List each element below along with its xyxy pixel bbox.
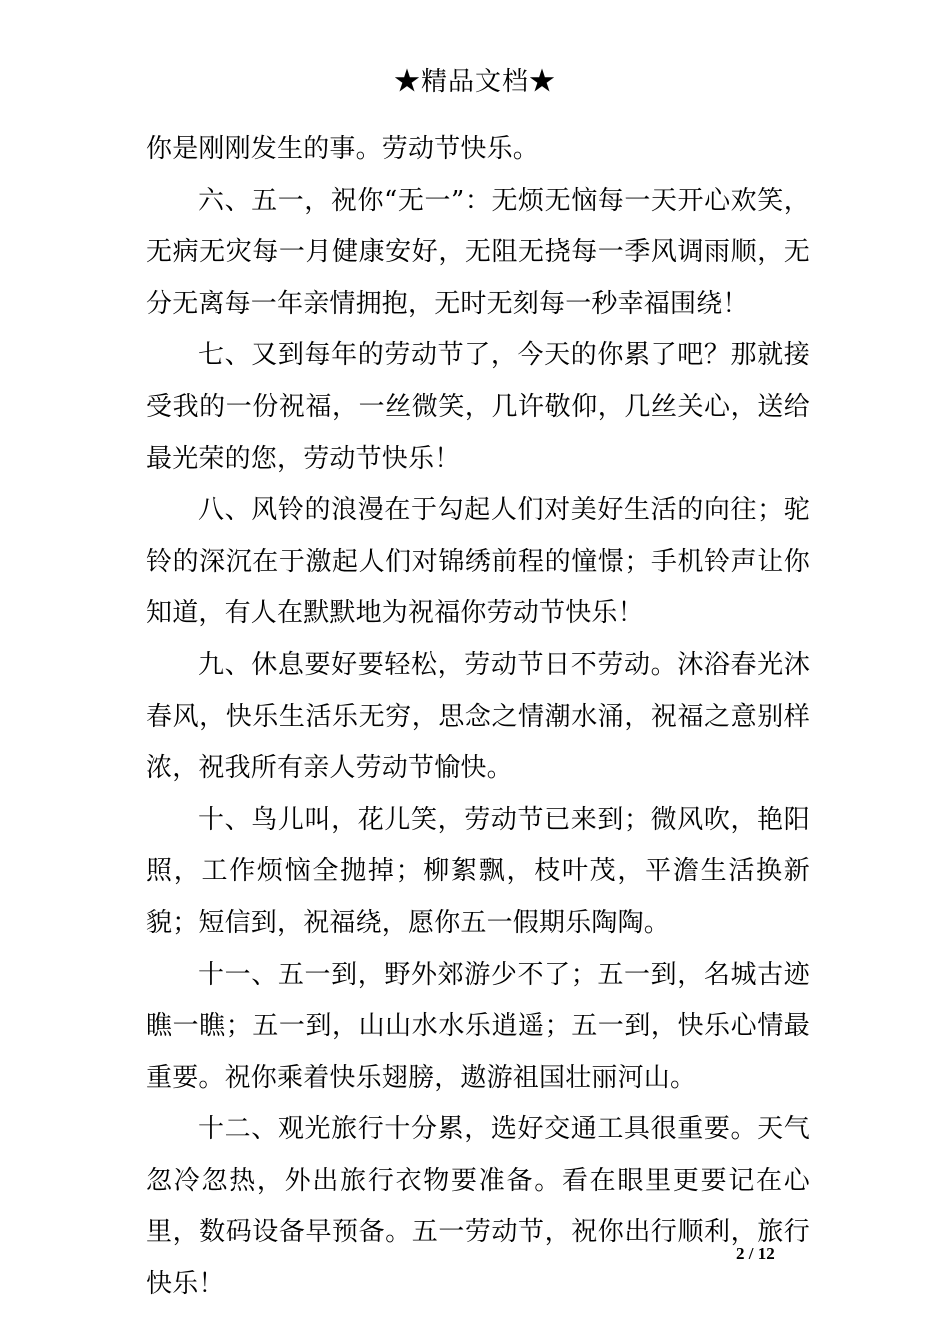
paragraph-12: 十二、观光旅行十分累，选好交通工具很重要。天气忽冷忽热，外出旅行衣物要准备。看在眼里更要记在心里，数码设备早预备。五一劳动节，祝你出行顺利，旅行快乐！ [146,1114,810,1300]
page-number: 2 / 12 [736,1244,775,1263]
document-body [146,124,810,1311]
paragraph-6: 六、五一，祝你“无一”：无烦无恼每一天开心欢笑，无病无灾每一月健康安好，无阻无挠每一季风调雨顺，无分无离每一年亲情拥抱，无时无刻每一秒幸福围绕！ [146,185,810,319]
paragraph-10: 十、鸟儿叫，花儿笑，劳动节已来到；微风吹，艳阳照，工作烦恼全抛掉；柳絮飘，枝叶茂，平澹生活换新貌；短信到，祝福绕，愿你五一假期乐陶陶。 [146,804,810,938]
paragraph-8: 八、风铃的浪漫在于勾起人们对美好生活的向往；驼铃的深沉在于激起人们对锦绣前程的憧憬；手机铃声让你知道，有人在默默地为祝福你劳动节快乐！ [146,495,810,629]
paragraph-9: 九、休息要好要轻松，劳动节日不劳动。沐浴春光沐春风，快乐生活乐无穷，思念之情潮水涌，祝福之意别样浓，祝我所有亲人劳动节愉快。 [146,649,810,784]
page-header-title: ★精品文档★ [393,67,556,97]
paragraph-11: 十一、五一到，野外郊游少不了；五一到，名城古迹瞧一瞧；五一到，山山水水乐逍遥；五一到，快乐心情最重要。祝你乘着快乐翅膀，遨游祖国壮丽河山。 [146,959,810,1093]
paragraph-7: 七、又到每年的劳动节了，今天的你累了吧？那就接受我的一份祝福，一丝微笑，几许敬仰，几丝关心，送给最光荣的您，劳动节快乐！ [146,340,810,474]
paragraph-continuation: 你是刚刚发生的事。劳动节快乐。 [146,134,540,164]
